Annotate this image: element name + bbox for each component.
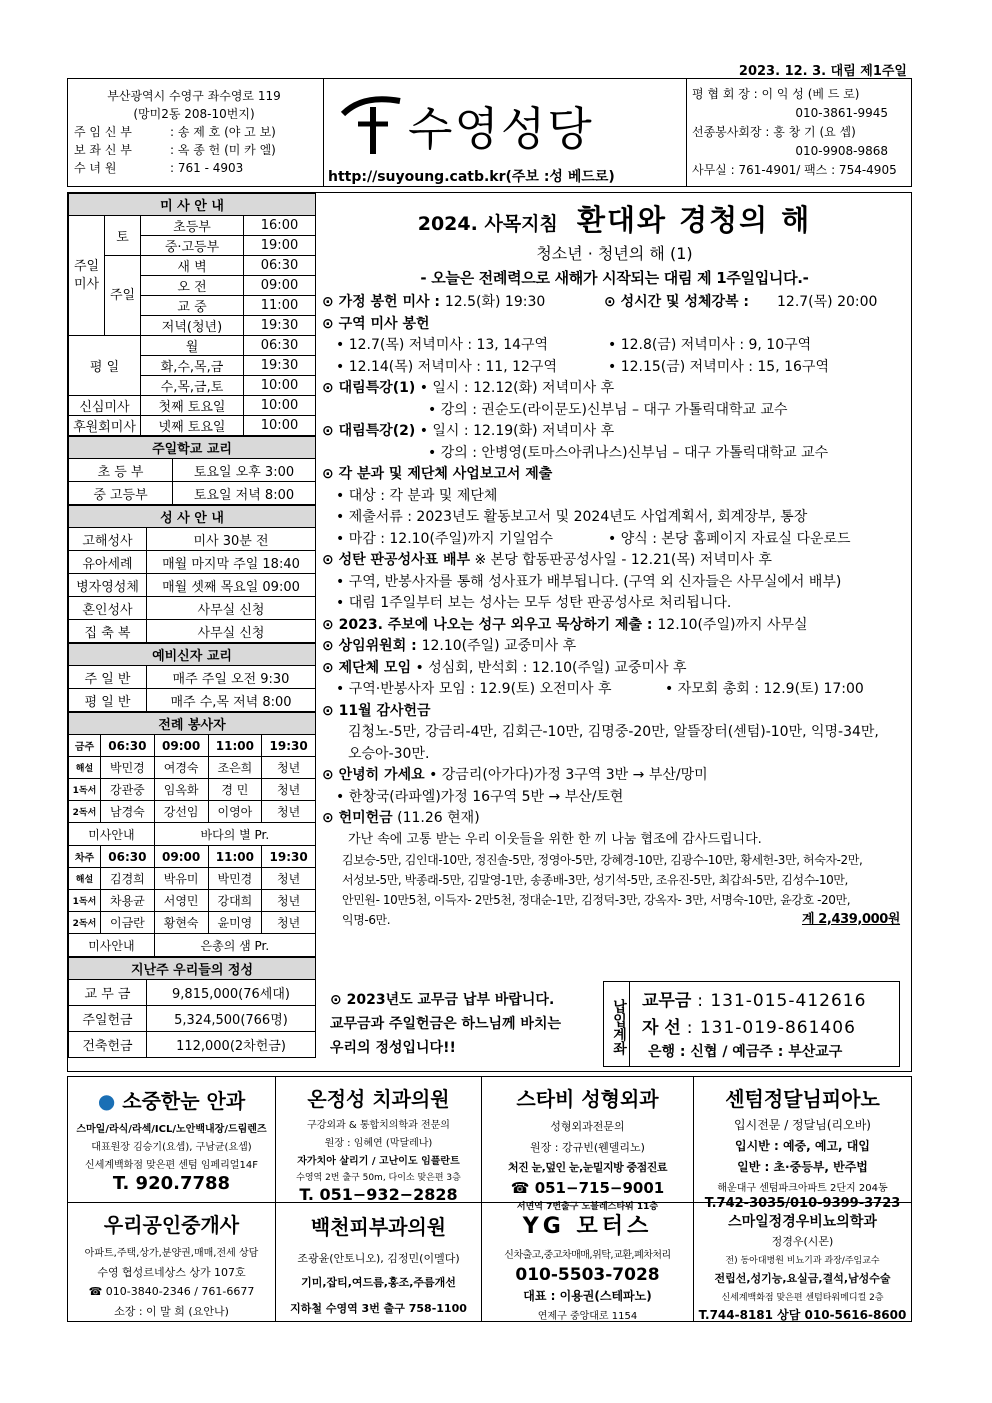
row-label: 병자영성체 (69, 574, 147, 597)
notice-text: • 12.8(금) 저녁미사 : 9, 10구역 (608, 337, 812, 353)
notice-line (322, 572, 907, 594)
header (67, 78, 912, 187)
notice-text: • 강의 : 안병영(토마스아퀴나스)신부님 – 대구 가톨릭대학교 교수 (428, 444, 829, 461)
mass-name: 새 벽 (141, 256, 244, 276)
mass-time: 06:30 (244, 336, 316, 356)
bank-info: 은행 : 신협 / 예금주 : 부산교구 (648, 1044, 843, 1060)
section-title: 주일학교 교리 (69, 437, 316, 459)
ad-name: 소중한눈 안과 (122, 1089, 246, 1113)
contact-info (692, 85, 908, 180)
ad-line: 해운대구 센텀파크아파트 2단지 204동 (717, 1183, 888, 1194)
mass-name: 신심미사 (69, 396, 141, 416)
mass-time: 19:30 (244, 356, 316, 376)
role-label: 2독서 (69, 801, 101, 823)
mission-label: 미사안내 (69, 823, 155, 846)
week-label: 차주 (69, 846, 101, 868)
notice-line (322, 636, 907, 658)
notice-text: ⊙ 성시간 및 성체강복 : (604, 294, 750, 310)
notice-text: ⊙ 11월 감사헌금 (322, 702, 431, 719)
church-logo-icon (338, 89, 408, 159)
notice-text: ⊙ 가정 봉헌 미사 : (322, 294, 445, 310)
notice-text: ⊙ 2023. 주보에 나오는 성구 외우고 묵상하기 제출 : (322, 616, 658, 633)
ad-line: 수영역 2번 출구 50m, 다이소 맞은편 3층 (296, 1173, 461, 1183)
mission-label: 미사안내 (69, 934, 155, 957)
row-value: 매주 주일 오전 9:30 (147, 666, 316, 689)
ad-dermatology (276, 1203, 482, 1321)
notice-line (322, 679, 907, 701)
servers-table (68, 712, 316, 957)
ad-line: 수영 협성르네상스 상가 107호 (97, 1266, 246, 1279)
mass-day: 첫째 토요일 (141, 396, 244, 416)
server-name: 여경숙 (154, 757, 208, 779)
ad-phone: ☎ 051−715−9001 (510, 1179, 665, 1197)
ad-line: 신차출고,중고차매매,위탁,교환,폐차처리 (504, 1250, 671, 1261)
ad-dental (276, 1077, 482, 1202)
ad-phone: T. 920.7788 (112, 1173, 231, 1194)
server-name: 조은희 (208, 757, 262, 779)
row-label: 집 축 복 (69, 620, 147, 643)
staff-value: : 송 제 호 (야 고 보) (170, 125, 276, 139)
ad-line: 입시전문 / 정달님(리오바) (734, 1118, 871, 1132)
sun-label: 주일 (105, 256, 141, 336)
rice-intro: 가난 속에 고통 받는 우리 이웃들을 위한 한 끼 나눔 협조에 감사드립니다. (348, 831, 762, 847)
sacraments-table (68, 505, 316, 643)
notice-text: • 일시 : 12.12(화) 저녁미사 후 (415, 380, 615, 396)
server-name: 박민경 (208, 868, 262, 890)
ad-line: 자가치아 살리기 / 고난이도 임플란트 (297, 1156, 460, 1167)
role-label: 해설 (69, 757, 101, 779)
ad-line: 입시반 : 예중, 예고, 대입 (735, 1139, 870, 1153)
mass-name: 교 중 (141, 296, 244, 316)
motto: 환대와 경청의 해 (576, 203, 812, 237)
ad-phone: T. 051−932−2828 (299, 1185, 458, 1204)
ad-line: 대표 : 이용권(스테파노) (523, 1289, 652, 1303)
server-name: 이영아 (208, 801, 262, 823)
ad-line: 전) 동아대병원 비뇨기과 과장/주임교수 (725, 1256, 880, 1266)
sunday-mass-label: 주일미사 (69, 216, 105, 336)
notice-line (322, 787, 907, 809)
notice-line (322, 378, 907, 400)
ad-eye-clinic (68, 1077, 276, 1202)
mass-name: 후원회미사 (69, 416, 141, 436)
notice-line (322, 400, 907, 422)
notice-line (322, 529, 907, 551)
server-name: 청년 (262, 801, 316, 823)
ads-section (67, 1076, 912, 1322)
role-label: 2독서 (69, 912, 101, 934)
ad-phone: T.742-3035/010-9399-3723 (704, 1196, 901, 1211)
row-label: 중 고등부 (69, 482, 173, 505)
rice-list (322, 850, 907, 930)
account-number: : 131-015-412616 (697, 991, 867, 1011)
ad-line: 소장 : 이 말 희 (요안나) (114, 1305, 229, 1318)
row-value: 사무실 신청 (147, 620, 316, 643)
ad-line: 일반 : 초·중등부, 반주법 (737, 1160, 868, 1174)
notice-text: ⊙ 구역 미사 봉헌 (322, 315, 430, 332)
staff-label: 보 좌 신 부 (74, 143, 132, 157)
notice-text: • 성심회, 반석회 : 12.10(주일) 교중미사 후 (411, 659, 687, 676)
notice-text: ※ 본당 합동판공성사일 - 12.21(목) 저녁미사 후 (470, 552, 772, 568)
notice-text: 12.10(주일)까지 사무실 (657, 616, 808, 633)
role-label: 해설 (69, 868, 101, 890)
ad-name: 스마일정경우비뇨의학과 (728, 1214, 877, 1230)
week-label: 금주 (69, 735, 101, 757)
rice-total: 계 2,439,000원 (802, 911, 901, 927)
mass-table (68, 193, 316, 436)
section-title: 지난주 우리들의 정성 (69, 958, 316, 980)
notice-line (322, 314, 907, 336)
ad-motors (482, 1203, 694, 1321)
notice-text: ⊙ 상임위원회 : (322, 638, 422, 654)
payment-line: 교무금과 주일헌금은 하느님께 바치는 (330, 1016, 562, 1032)
time-col: 19:30 (262, 735, 316, 757)
notice-text: • 양식 : 본당 홈페이지 자료실 다운로드 (608, 530, 851, 547)
ad-line: 기미,잡티,여드름,홍조,주름개선 (301, 1276, 456, 1289)
notice-text: • 강의 : 권순도(라이문도)신부님 – 대구 가톨릭대학교 교수 (428, 401, 788, 418)
mass-name: 월 (141, 336, 244, 356)
notice-line (322, 808, 907, 830)
contact-line: 사무실 : 761-4901/ 팩스 : 754-4905 (692, 163, 897, 177)
payment-line: ⊙ 2023년도 교무금 납부 바랍니다. (330, 992, 555, 1008)
staff-value: : 옥 종 헌 (미 카 엘) (170, 143, 276, 157)
ad-line: 신세계백화점 맞은편 센텀 임페리얼14F (85, 1160, 258, 1171)
notice-text: • 제출서류 : 2023년도 활동보고서 및 2024년도 사업계획서, 회계장부, 통장 (336, 509, 808, 525)
contact-line: 선종봉사회장 : 홍 창 기 (요 셉) (692, 125, 856, 139)
row-value: 사무실 신청 (147, 597, 316, 620)
address-line: (망미2동 208-10번지) (133, 107, 255, 121)
ad-phone: T.744-8181 상담 010-5616-8600 (698, 1308, 907, 1322)
notice-line (322, 421, 907, 443)
mass-time: 16:00 (244, 216, 316, 236)
row-value: 토요일 오후 3:00 (173, 459, 316, 482)
notice-line (322, 292, 907, 314)
ad-line: 원장 : 강규빈(웬델리노) (530, 1141, 645, 1154)
server-name: 박민경 (101, 757, 155, 779)
server-name: 경 민 (208, 779, 262, 801)
notice-line (322, 486, 907, 508)
time-col: 11:00 (208, 735, 262, 757)
notice-text: ⊙ 각 분과 및 제단체 사업보고서 제출 (322, 466, 553, 482)
notice-text: • 강금리(아가다)가정 3구역 3반 → 부산/망미 (424, 767, 708, 783)
time-col: 06:30 (101, 846, 155, 868)
notice-text: ⊙ 헌미헌금 (322, 810, 393, 826)
ad-line: ☎ 010-3840-2346 / 761-6677 (88, 1285, 255, 1298)
server-name: 청년 (262, 779, 316, 801)
notice-text: • 12.15(금) 저녁미사 : 15, 16구역 (608, 358, 829, 375)
contact-line: 010-3861-9945 (795, 106, 888, 120)
catechumen-table (68, 643, 316, 712)
notice-text: (11.26 현재) (392, 810, 480, 826)
row-value: 미사 30분 전 (147, 528, 316, 551)
motto-year: 2024. 사목지침 (417, 213, 558, 235)
ad-piano (694, 1077, 911, 1211)
website-url[interactable]: http://suyoung.catb.kr(주보 :성 베드로) (328, 169, 615, 185)
account-number: : 131-019-861406 (686, 1018, 856, 1038)
notice-line (322, 550, 907, 572)
row-label: 건축헌금 (69, 1032, 147, 1058)
notice-line (322, 744, 907, 766)
notice-text: • 12.14(목) 저녁미사 : 11, 12구역 (336, 358, 557, 375)
ad-name: 온정성 치과의원 (307, 1087, 450, 1111)
notice-line (322, 593, 907, 615)
notice-text: ⊙ 성탄 판공성사표 배부 (322, 552, 471, 568)
notice-line (322, 507, 907, 529)
mass-name: 수,목,금,토 (141, 376, 244, 396)
mass-time: 11:00 (244, 296, 316, 316)
time-col: 19:30 (262, 846, 316, 868)
ad-line: 신세계백화점 맞은편 센텀타워메디컬 2층 (721, 1293, 884, 1303)
ad-name: YG 모터스 (522, 1214, 653, 1239)
mass-time: 10:00 (244, 396, 316, 416)
main-content (322, 198, 907, 930)
account-box (603, 981, 900, 1067)
address-line: 부산광역시 수영구 좌수영로 119 (107, 89, 281, 103)
mass-time: 19:00 (244, 236, 316, 256)
account-side-label: 납입계좌 (604, 982, 630, 1066)
left-column (68, 193, 318, 1058)
server-name: 박유미 (154, 868, 208, 890)
row-value: 매월 마지막 주일 18:40 (147, 551, 316, 574)
mass-time: 06:30 (244, 256, 316, 276)
ad-realtor (68, 1203, 276, 1321)
notice-text: 12.10(주일) 교중미사 후 (421, 638, 577, 654)
server-name: 서영민 (154, 890, 208, 912)
server-name: 청년 (262, 890, 316, 912)
notice-line (322, 658, 907, 680)
notice-text: ⊙ 대림특강(1) (322, 380, 416, 396)
ad-line: 지하철 수영역 3번 출구 758-1100 (290, 1302, 467, 1315)
ad-line: 정경우(시몬) (771, 1235, 834, 1248)
notice-line (322, 701, 907, 723)
notice-text: • 대상 : 각 분과 및 제단체 (336, 487, 498, 504)
notice-text: ⊙ 제단체 모임 (322, 659, 412, 676)
ad-line: 처진 눈,덮인 눈,눈밑지방 중점진료 (507, 1161, 668, 1174)
rice-donor-line: 안민원- 10만5천, 이득자- 2만5천, 정대순-1만, 김정덕-3만, 강옥자- 3만, 서명숙-10만, 윤강호 -20만, (342, 892, 851, 907)
rice-donor-line: 익명-6만. (342, 912, 391, 927)
mass-time: 10:00 (244, 376, 316, 396)
notice-text: 오승아-30만. (348, 745, 430, 762)
payment-line: 우리의 정성입니다!! (330, 1040, 456, 1056)
account-label: 교무금 (642, 991, 692, 1011)
notice-line (322, 615, 907, 637)
row-label: 유아세례 (69, 551, 147, 574)
row-value: 5,324,500(766명) (147, 1006, 316, 1032)
notice-text: 12.5(화) 19:30 (444, 294, 546, 310)
server-name: 윤미영 (208, 912, 262, 934)
server-name: 이금란 (101, 912, 155, 934)
ad-line: 스마일/라식/라섹/ICL/노안백내장/드림렌즈 (76, 1124, 267, 1135)
row-value: 매주 수,목 저녁 8:00 (147, 689, 316, 712)
ad-line: 010-5503-7028 (515, 1265, 660, 1285)
staff-label: 수 녀 원 (74, 161, 117, 175)
payment-notice (330, 988, 600, 1060)
parish-logo-text: 수영성당 (408, 102, 594, 156)
section-title: 전례 봉사자 (69, 713, 316, 735)
mass-name: 저녁(청년) (141, 316, 244, 336)
mass-title: 미 사 안 내 (69, 194, 316, 216)
notice-text: • 일시 : 12.19(화) 저녁미사 후 (415, 423, 615, 439)
ad-line: 조광윤(안토니오), 김정민(이멜다) (297, 1252, 460, 1265)
notice-line (322, 443, 907, 465)
ad-line: 전립선,성기능,요실금,결석,남성수술 (714, 1272, 891, 1285)
ad-name: 우리공인중개사 (103, 1213, 240, 1237)
mass-name: 오 전 (141, 276, 244, 296)
ad-line: 아파트,주택,상가,분양권,매매,전세 상담 (84, 1248, 259, 1259)
time-col: 09:00 (154, 846, 208, 868)
row-value: 매월 셋째 목요일 09:00 (147, 574, 316, 597)
ad-name: 센텀정달님피아노 (725, 1087, 880, 1111)
server-name: 청년 (262, 912, 316, 934)
rice-donor-line: 서성보-5만, 박종래-5만, 김말영-1만, 송종배-3만, 성기석-5만, 조유진-5만, 최갑쇠-5만, 김성수-10만, (342, 872, 848, 887)
row-label: 교 무 금 (69, 980, 147, 1006)
notice-line (322, 335, 907, 357)
notice-text: 김청노-5만, 강금리-4만, 김회근-10만, 김명중-20만, 알뜰장터(센텀)-10만, 익명-34만, (348, 724, 879, 740)
weekday-label: 평 일 (69, 336, 141, 396)
issue-date: 2023. 12. 3. 대림 제1주일 (738, 64, 907, 79)
subtitle: 청소년 · 청년의 해 (1) (536, 244, 693, 263)
server-name: 김경희 (101, 868, 155, 890)
ad-urology (694, 1203, 911, 1321)
ad-line: 연제구 중앙대로 1154 (537, 1311, 638, 1322)
server-name: 강관중 (101, 779, 155, 801)
role-label: 1독서 (69, 890, 101, 912)
ad-line: 원장 : 임혜연 (막달레나) (324, 1138, 433, 1149)
notice-text: • 자모회 총회 : 12.9(토) 17:00 (665, 681, 864, 697)
notice-text: ⊙ 대림특강(2) (322, 423, 416, 439)
notice-line (322, 765, 907, 787)
section-title: 성 사 안 내 (69, 506, 316, 528)
server-name: 강대희 (208, 890, 262, 912)
mass-name: 중·고등부 (141, 236, 244, 256)
mass-time: 10:00 (244, 416, 316, 436)
ad-line: 구강외과 & 통합치의학과 전문의 (307, 1120, 450, 1131)
server-name: 남경숙 (101, 801, 155, 823)
time-col: 06:30 (101, 735, 155, 757)
role-label: 1독서 (69, 779, 101, 801)
ad-plastic-surgery (482, 1077, 694, 1212)
server-name: 강선임 (154, 801, 208, 823)
ad-line: 성형외과전문의 (550, 1120, 625, 1133)
section-title: 예비신자 교리 (69, 644, 316, 666)
notice: - 오늘은 전례력으로 새해가 시작되는 대림 제 1주일입니다.- (420, 269, 809, 287)
contact-line: 010-9908-9868 (795, 144, 888, 158)
eye-logo-icon: ● (97, 1089, 116, 1113)
sat-label: 토 (105, 216, 141, 256)
server-name: 차용균 (101, 890, 155, 912)
notice-text: 12.7(목) 20:00 (777, 294, 878, 310)
ad-line: 서면역 7번출구 노블레스타워 11층 (516, 1202, 659, 1212)
row-value: 토요일 저녁 8:00 (173, 482, 316, 505)
ad-name: 스타비 성형외과 (516, 1087, 659, 1111)
offering-table (68, 957, 316, 1058)
mission-group: 은총의 샘 Pr. (154, 934, 315, 957)
mass-time: 09:00 (244, 276, 316, 296)
mass-time: 19:30 (244, 316, 316, 336)
server-name: 임옥화 (154, 779, 208, 801)
staff-value: : 761 - 4903 (170, 161, 244, 175)
ad-line: 대표원장 김승기(요셉), 구남균(요셉) (91, 1142, 252, 1153)
row-label: 주일헌금 (69, 1006, 147, 1032)
account-label: 자 선 (642, 1018, 681, 1038)
mass-name: 화,수,목,금 (141, 356, 244, 376)
time-col: 09:00 (154, 735, 208, 757)
ad-name: 백천피부과의원 (310, 1215, 447, 1239)
row-value: 112,000(2차헌금) (147, 1032, 316, 1058)
notice-text: ⊙ 안녕히 가세요 (322, 767, 425, 783)
row-label: 주 일 반 (69, 666, 147, 689)
notice-text: • 구역·반봉사자 모임 : 12.9(토) 오전미사 후 (336, 681, 612, 697)
notice-list (322, 292, 907, 830)
row-value: 9,815,000(76세대) (147, 980, 316, 1006)
notice-text: • 한창국(라파엘)가정 16구역 5반 → 부산/토현 (336, 788, 624, 805)
mission-group: 바다의 별 Pr. (154, 823, 315, 846)
notice-text: • 12.7(목) 저녁미사 : 13, 14구역 (336, 337, 549, 353)
row-label: 고해성사 (69, 528, 147, 551)
server-name: 청년 (262, 868, 316, 890)
row-label: 혼인성사 (69, 597, 147, 620)
server-name: 황현숙 (154, 912, 208, 934)
sunday-school-table (68, 436, 316, 505)
notice-text: • 대림 1주일부터 보는 성사는 모두 성탄 판공성사로 처리됩니다. (336, 595, 732, 611)
notice-text: • 마감 : 12.10(주일)까지 기일엄수 (336, 530, 554, 547)
mass-day: 넷째 토요일 (141, 416, 244, 436)
time-col: 11:00 (208, 846, 262, 868)
server-name: 청년 (262, 757, 316, 779)
notice-line (322, 464, 907, 486)
mass-name: 초등부 (141, 216, 244, 236)
notice-line (322, 722, 907, 744)
parish-info (74, 87, 314, 177)
row-label: 초 등 부 (69, 459, 173, 482)
rice-donor-line: 김보승-5만, 김인대-10만, 정진솔-5만, 정영아-5만, 강혜경-10만, 김광수-10만, 황세헌-3만, 허숙자-2만, (342, 852, 863, 867)
contact-line: 평 협 회 장 : 이 익 성 (베 드 로) (692, 87, 860, 101)
notice-line (322, 357, 907, 379)
row-label: 평 일 반 (69, 689, 147, 712)
staff-label: 주 임 신 부 (74, 125, 132, 139)
notice-text: • 구역, 반봉사자를 통해 성사표가 배부됩니다. (구역 외 신자들은 사무실에서 배부) (336, 573, 842, 590)
